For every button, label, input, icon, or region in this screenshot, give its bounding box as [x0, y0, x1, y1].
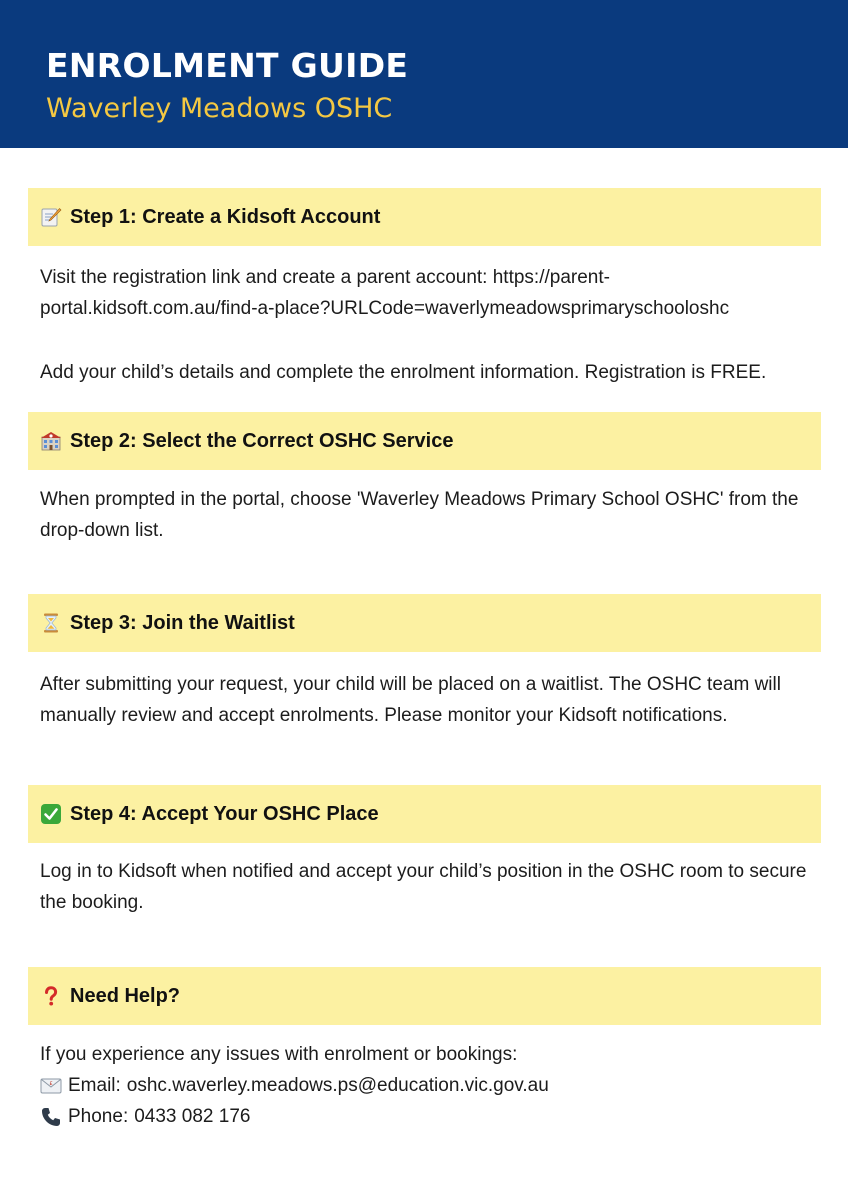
help-intro: If you experience any issues with enrolment or bookings:: [40, 1044, 518, 1065]
step-1-heading-bar: [28, 188, 821, 246]
school-building-icon: [40, 430, 62, 452]
phone-link[interactable]: 0433 082 176: [134, 1106, 251, 1127]
step-1-paragraph-1: Visit the registration link and create a parent account: https://parent-portal.kidsoft.com.au/find-a-place?URLCode=waverlymeadowsprimaryschooloshc: [40, 267, 730, 319]
step-2-paragraph: When prompted in the portal, choose 'Waverley Meadows Primary School OSHC' from the drop-down list.: [40, 489, 799, 541]
help-title: Need Help?: [70, 984, 181, 1007]
email-label: Email:: [68, 1075, 121, 1096]
phone-icon: [40, 1106, 62, 1128]
step-4-heading-bar: [28, 785, 821, 843]
page-subtitle: Waverley Meadows OSHC: [46, 93, 393, 124]
hourglass-icon: [40, 612, 62, 634]
step-2-title: Step 2: Select the Correct OSHC Service: [70, 429, 454, 452]
step-1-title: Step 1: Create a Kidsoft Account: [70, 205, 381, 228]
phone-line: [40, 1101, 820, 1132]
step-3-heading-bar: [28, 594, 821, 652]
check-mark-icon: [40, 803, 62, 825]
phone-label: Phone:: [68, 1106, 129, 1127]
memo-icon: [40, 206, 62, 228]
question-mark-icon: [40, 985, 62, 1007]
email-line: [40, 1070, 820, 1101]
step-3-title: Step 3: Join the Waitlist: [70, 611, 295, 634]
step-2-heading-bar: [28, 412, 821, 470]
step-1-paragraph-2: Add your child’s details and complete the enrolment information. Registration is FREE.: [40, 362, 767, 383]
svg-text:£: £: [49, 1080, 53, 1087]
email-link[interactable]: oshc.waverley.meadows.ps@education.vic.gov.au: [126, 1075, 549, 1096]
step-4-paragraph: Log in to Kidsoft when notified and accept your child’s position in the OSHC room to secure the booking.: [40, 861, 807, 913]
help-contact-block: [40, 1039, 820, 1132]
envelope-icon: [40, 1075, 62, 1097]
header-banner: [0, 0, 848, 148]
step-3-paragraph: After submitting your request, your child will be placed on a waitlist. The OSHC team will manually review and accept enrolments. Please monitor your Kidsoft notifications.: [40, 674, 781, 726]
help-heading-bar: [28, 967, 821, 1025]
page-title: ENROLMENT GUIDE: [46, 46, 409, 85]
step-4-title: Step 4: Accept Your OSHC Place: [70, 802, 379, 825]
